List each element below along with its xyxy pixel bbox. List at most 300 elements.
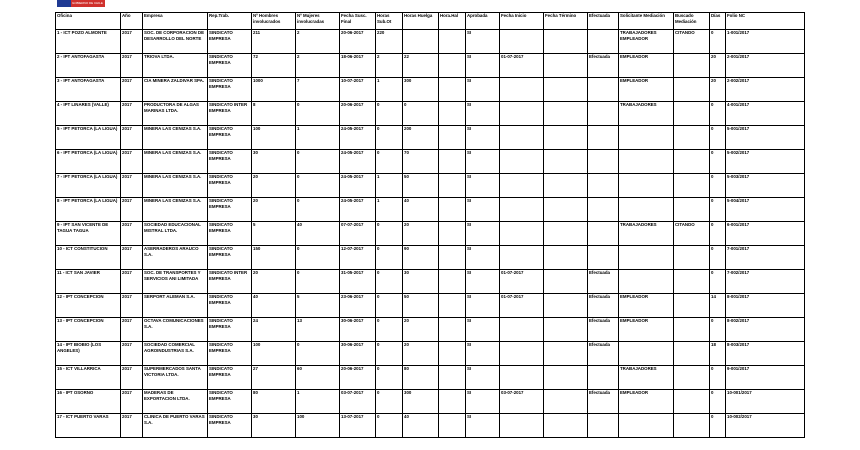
table-cell: 10 - ICT CONSTITUCION: [56, 246, 121, 270]
table-cell: 20: [710, 54, 726, 78]
table-cell: 5 - IPT PETORCA (LA LIGUA): [56, 126, 121, 150]
table-cell: SI: [466, 150, 500, 174]
table-cell: SI: [466, 54, 500, 78]
table-cell: 2017: [121, 318, 143, 342]
column-header: Empresa: [143, 13, 208, 30]
table-cell: SI: [466, 30, 500, 54]
table-cell: 03-07-2017: [500, 390, 544, 414]
table-cell: 7-001/2017: [726, 246, 805, 270]
logo-blue-block: [57, 0, 71, 7]
table-cell: 0: [376, 294, 403, 318]
table-cell: 10-002/2017: [726, 414, 805, 438]
table-cell: MADERAS DE EXPORTACION LTDA.: [143, 390, 208, 414]
table-cell: 300: [403, 78, 439, 102]
table-cell: 2017: [121, 30, 143, 54]
column-header: Año: [121, 13, 143, 30]
column-header: Oficina: [56, 13, 121, 30]
table-cell: SINDICATO EMPRESA: [208, 294, 252, 318]
table-cell: EMPLEADOR: [619, 78, 674, 102]
table-cell: TRABAJADORES: [619, 366, 674, 390]
table-cell: 20: [252, 174, 296, 198]
table-cell: 13: [296, 318, 340, 342]
table-cell: SINDICATO EMPRESA: [208, 174, 252, 198]
table-row: [56, 246, 805, 270]
table-cell: [544, 54, 588, 78]
table-cell: [588, 126, 619, 150]
table-cell: 5: [252, 222, 296, 246]
table-cell: 0: [376, 246, 403, 270]
column-header: Horas Sub.Ot: [376, 13, 403, 30]
table-body: [56, 30, 805, 438]
table-cell: EMPLEADOR: [619, 294, 674, 318]
table-cell: 0: [296, 150, 340, 174]
table-row: [56, 342, 805, 366]
table-cell: 0: [376, 270, 403, 294]
table-cell: 1 - ICT POZO ALMONTE: [56, 30, 121, 54]
table-cell: SERPORT ALEMAN S.A.: [143, 294, 208, 318]
table-cell: SI: [466, 198, 500, 222]
table-cell: [500, 198, 544, 222]
table-cell: SI: [466, 366, 500, 390]
table-cell: 10-001/2017: [726, 390, 805, 414]
table-cell: SINDICATO EMPRESA: [208, 126, 252, 150]
table-cell: [619, 174, 674, 198]
table-cell: 150: [252, 246, 296, 270]
table-cell: [674, 174, 710, 198]
table-cell: 24-05-2017: [340, 126, 376, 150]
table-cell: 0: [296, 174, 340, 198]
table-cell: 100: [252, 342, 296, 366]
table-cell: [500, 30, 544, 54]
table-row: [56, 198, 805, 222]
table-cell: 2017: [121, 246, 143, 270]
table-cell: SINDICATO INTER EMPRESA: [208, 270, 252, 294]
table-cell: 0: [710, 246, 726, 270]
table-cell: SOCIEDAD EDUCACIONAL MISTRAL LTDA.: [143, 222, 208, 246]
logo-text: GOBIERNO DE CHILE: [71, 0, 105, 7]
table-cell: TRIOVA LTDA.: [143, 54, 208, 78]
table-cell: 7-002/2017: [726, 270, 805, 294]
table-row: [56, 174, 805, 198]
table-cell: 6-001/2017: [726, 222, 805, 246]
table-cell: Efectuada: [588, 270, 619, 294]
table-cell: [588, 414, 619, 438]
table-cell: 5-001/2017: [726, 126, 805, 150]
table-cell: 2017: [121, 414, 143, 438]
table-cell: 11 - ICT SAN JAVIER: [56, 270, 121, 294]
table-row: [56, 414, 805, 438]
table-cell: 7 - IPT PETORCA (LA LIGUA): [56, 174, 121, 198]
table-cell: [544, 102, 588, 126]
table-cell: [588, 198, 619, 222]
table-cell: 1: [376, 174, 403, 198]
table-cell: 4 - IPT LINARES (VALLE): [56, 102, 121, 126]
table-cell: [544, 342, 588, 366]
table-cell: [588, 366, 619, 390]
table-cell: [439, 126, 466, 150]
table-cell: 03-07-2017: [340, 390, 376, 414]
table-cell: 0: [376, 126, 403, 150]
table-cell: 20: [403, 222, 439, 246]
table-cell: SI: [466, 414, 500, 438]
table-cell: [619, 246, 674, 270]
table-cell: Efectuada: [588, 54, 619, 78]
table-cell: 30: [403, 270, 439, 294]
table-cell: 2: [296, 30, 340, 54]
table-cell: MINERA LAS CENIZAS S.A.: [143, 126, 208, 150]
table-cell: 0: [710, 270, 726, 294]
table-cell: [619, 414, 674, 438]
table-cell: SINDICATO EMPRESA: [208, 222, 252, 246]
table-cell: 0: [376, 150, 403, 174]
table-cell: [544, 246, 588, 270]
table-cell: [674, 246, 710, 270]
table-cell: 2017: [121, 78, 143, 102]
table-row: [56, 222, 805, 246]
table-cell: 8: [252, 102, 296, 126]
table-cell: 18: [710, 342, 726, 366]
table-cell: 2-002/2017: [726, 78, 805, 102]
table-cell: 2017: [121, 390, 143, 414]
table-cell: 30-06-2017: [340, 318, 376, 342]
table-cell: SI: [466, 246, 500, 270]
table-cell: 20-06-2017: [340, 366, 376, 390]
column-header: Buscado Mediación: [674, 13, 710, 30]
table-cell: 40: [296, 222, 340, 246]
column-header: Nº Mujeres involucradas: [296, 13, 340, 30]
table-cell: 14: [710, 294, 726, 318]
column-header: Folio NC: [726, 13, 805, 30]
table-cell: MINERA LAS CENIZAS S.A.: [143, 150, 208, 174]
table-cell: Efectuada: [588, 342, 619, 366]
table-cell: 07-07-2017: [340, 222, 376, 246]
table-cell: [500, 246, 544, 270]
table-cell: [439, 390, 466, 414]
table-cell: [439, 246, 466, 270]
table-cell: [619, 126, 674, 150]
table-cell: 80: [403, 366, 439, 390]
table-cell: [439, 198, 466, 222]
table-cell: 0: [376, 222, 403, 246]
table-cell: [544, 174, 588, 198]
table-cell: 5-002/2017: [726, 150, 805, 174]
table-cell: 22: [403, 54, 439, 78]
table-cell: 0: [710, 102, 726, 126]
table-cell: [439, 318, 466, 342]
table-cell: 20: [252, 270, 296, 294]
table-cell: SI: [466, 78, 500, 102]
table-cell: [674, 414, 710, 438]
table-cell: MINERA LAS CENIZAS S.A.: [143, 174, 208, 198]
table-cell: 20: [710, 78, 726, 102]
table-cell: 01-07-2017: [500, 294, 544, 318]
table-cell: SOC. DE TRANSPORTES Y SERVICIOS ANI LIMITADA: [143, 270, 208, 294]
table-cell: 0: [710, 174, 726, 198]
table-cell: [544, 126, 588, 150]
table-cell: SI: [466, 126, 500, 150]
table-cell: 0: [376, 102, 403, 126]
table-cell: 2017: [121, 294, 143, 318]
table-row: [56, 270, 805, 294]
table-cell: 8-003/2017: [726, 342, 805, 366]
table-cell: 4-001/2017: [726, 102, 805, 126]
column-header: Nº Hombres involucrados: [252, 13, 296, 30]
table-cell: [674, 342, 710, 366]
table-cell: 12-07-2017: [340, 246, 376, 270]
table-cell: SI: [466, 174, 500, 198]
table-cell: 15 - ICT VILLARRICA: [56, 366, 121, 390]
table-cell: 0: [296, 246, 340, 270]
table-cell: 0: [376, 318, 403, 342]
table-cell: 27: [252, 366, 296, 390]
table-cell: [500, 366, 544, 390]
table-row: [56, 366, 805, 390]
table-cell: [439, 30, 466, 54]
table-cell: SINDICATO EMPRESA: [208, 318, 252, 342]
table-cell: 2017: [121, 198, 143, 222]
table-cell: [439, 102, 466, 126]
column-header: Horas Huelga: [403, 13, 439, 30]
table-cell: [500, 222, 544, 246]
table-cell: 80: [252, 390, 296, 414]
table-cell: [544, 150, 588, 174]
table-cell: [439, 78, 466, 102]
table-row: [56, 102, 805, 126]
table-cell: 0: [710, 366, 726, 390]
table-cell: 100: [252, 126, 296, 150]
table-cell: [544, 366, 588, 390]
table-cell: 72: [252, 54, 296, 78]
table-cell: [500, 102, 544, 126]
table-cell: [544, 222, 588, 246]
table-cell: 0: [710, 198, 726, 222]
table-cell: [544, 390, 588, 414]
table-cell: SINDICATO EMPRESA: [208, 78, 252, 102]
table-cell: ASERRADEROS ARAUCO S.A.: [143, 246, 208, 270]
table-cell: SINDICATO EMPRESA: [208, 414, 252, 438]
table-cell: SINDICATO EMPRESA: [208, 366, 252, 390]
table-cell: 2: [296, 54, 340, 78]
table-cell: 14 - IPT BIOBIO (LOS ANGELES): [56, 342, 121, 366]
table-cell: [439, 294, 466, 318]
table-cell: 1: [296, 390, 340, 414]
column-header: Solicitante Mediación: [619, 13, 674, 30]
table-cell: 0: [296, 198, 340, 222]
table-cell: 20: [252, 198, 296, 222]
table-cell: 40: [403, 198, 439, 222]
table-cell: 2017: [121, 270, 143, 294]
table-cell: 2017: [121, 222, 143, 246]
table-cell: 0: [710, 390, 726, 414]
table-cell: SOC. DE CORPORACION DE DESARROLLO DEL NORTE: [143, 30, 208, 54]
table-cell: SI: [466, 294, 500, 318]
table-cell: SI: [466, 390, 500, 414]
table-cell: SINDICATO EMPRESA: [208, 342, 252, 366]
table-cell: 9-001/2017: [726, 366, 805, 390]
table-cell: 12 - IPT CONCEPCION: [56, 294, 121, 318]
table-cell: 40: [252, 294, 296, 318]
table-cell: 24-05-2017: [340, 174, 376, 198]
table-cell: SI: [466, 102, 500, 126]
table-cell: SINDICATO EMPRESA: [208, 30, 252, 54]
table-row: [56, 150, 805, 174]
table-cell: [403, 30, 439, 54]
table-cell: CLINICA DE PUERTO VARAS S.A.: [143, 414, 208, 438]
table-cell: [674, 102, 710, 126]
table-cell: 5-004/2017: [726, 198, 805, 222]
table-cell: [588, 174, 619, 198]
table-cell: [439, 174, 466, 198]
table-cell: [439, 366, 466, 390]
table-row: [56, 30, 805, 54]
table-cell: 70: [403, 150, 439, 174]
table-cell: 2017: [121, 54, 143, 78]
table-cell: 8-001/2017: [726, 294, 805, 318]
table-cell: 0: [376, 390, 403, 414]
table-cell: 0: [710, 318, 726, 342]
table-cell: SINDICATO EMPRESA: [208, 54, 252, 78]
table-cell: [588, 150, 619, 174]
table-cell: 8-002/2017: [726, 318, 805, 342]
table-cell: [674, 150, 710, 174]
column-header: Fecha Término: [544, 13, 588, 30]
table-cell: 13 - IPT CONCEPCION: [56, 318, 121, 342]
table-cell: SINDICATO EMPRESA: [208, 390, 252, 414]
table-cell: [500, 342, 544, 366]
table-cell: SINDICATO INTER EMPRESA: [208, 102, 252, 126]
table-cell: Efectuada: [588, 318, 619, 342]
table-cell: 18-06-2017: [340, 54, 376, 78]
table-cell: 8 - IPT PETORCA (LA LIGUA): [56, 198, 121, 222]
table-cell: SI: [466, 270, 500, 294]
table-cell: [674, 270, 710, 294]
table-cell: 90: [403, 246, 439, 270]
table-cell: [544, 294, 588, 318]
table-cell: 6 - IPT PETORCA (LA LIGUA): [56, 150, 121, 174]
table-cell: OCTAVA COMUNICACIONES S.A.: [143, 318, 208, 342]
negotiation-table: [55, 12, 805, 438]
table-cell: TRABAJADORES: [619, 102, 674, 126]
table-cell: SI: [466, 318, 500, 342]
column-header: Efectuada: [588, 13, 619, 30]
table-cell: 2017: [121, 342, 143, 366]
table-cell: [439, 342, 466, 366]
table-cell: PRODUCTORA DE ALGAS MARINAS LTDA.: [143, 102, 208, 126]
table-cell: 2017: [121, 126, 143, 150]
table-cell: [674, 78, 710, 102]
table-cell: [674, 318, 710, 342]
table-cell: [588, 246, 619, 270]
table-cell: 20: [403, 318, 439, 342]
table-row: [56, 318, 805, 342]
column-header: Rep.Trab.: [208, 13, 252, 30]
table-cell: 20-06-2017: [340, 102, 376, 126]
table-cell: 30: [252, 150, 296, 174]
table-cell: 31-05-2017: [340, 270, 376, 294]
table-cell: [544, 30, 588, 54]
table-cell: [544, 318, 588, 342]
table-cell: [588, 222, 619, 246]
table-cell: 17 - ICT PUERTO VARAS: [56, 414, 121, 438]
table-cell: [439, 414, 466, 438]
table-cell: 0: [296, 342, 340, 366]
table-cell: 0: [376, 342, 403, 366]
table-cell: 9 - IPT SAN VICENTE DE TAGUA TAGUA: [56, 222, 121, 246]
table-cell: 200: [403, 126, 439, 150]
table-cell: 24-05-2017: [340, 198, 376, 222]
table-cell: [544, 78, 588, 102]
table-cell: SINDICATO EMPRESA: [208, 150, 252, 174]
table-cell: CITANDO: [674, 222, 710, 246]
table-cell: [500, 174, 544, 198]
table-cell: [588, 30, 619, 54]
table-cell: 2017: [121, 366, 143, 390]
table-cell: SI: [466, 222, 500, 246]
table-row: [56, 126, 805, 150]
table-cell: TRABAJADORES: [619, 222, 674, 246]
table-cell: 23-06-2017: [340, 294, 376, 318]
table-cell: 0: [403, 102, 439, 126]
table-row: [56, 390, 805, 414]
table-cell: 50: [403, 294, 439, 318]
table-cell: CIA MINERA ZALDIVAR SPA.: [143, 78, 208, 102]
table-cell: 24-05-2017: [340, 150, 376, 174]
table-cell: 1: [296, 126, 340, 150]
table-cell: 0: [376, 366, 403, 390]
table-cell: 0: [710, 126, 726, 150]
table-cell: CITANDO: [674, 30, 710, 54]
table-cell: [619, 198, 674, 222]
table-cell: Efectuada: [588, 294, 619, 318]
table-header-row: [56, 13, 805, 30]
table-cell: 30-06-2017: [340, 342, 376, 366]
table-cell: [674, 366, 710, 390]
column-header: Fecha Susc. Final: [340, 13, 376, 30]
table-cell: 01-07-2017: [500, 54, 544, 78]
table-cell: TRABAJADORES EMPLEADOR: [619, 30, 674, 54]
table-cell: MINERA LAS CENIZAS S.A.: [143, 198, 208, 222]
table-cell: 1-001/2017: [726, 30, 805, 54]
table-cell: 211: [252, 30, 296, 54]
table-cell: 2-001/2017: [726, 54, 805, 78]
table-cell: [674, 294, 710, 318]
table-cell: 0: [376, 414, 403, 438]
table-cell: [674, 198, 710, 222]
table-cell: [500, 414, 544, 438]
government-logo: [57, 0, 105, 7]
table-cell: 13-07-2017: [340, 414, 376, 438]
table-cell: 2 - IPT ANTOFAGASTA: [56, 54, 121, 78]
table-cell: [674, 390, 710, 414]
table-cell: [500, 150, 544, 174]
table-cell: [619, 270, 674, 294]
table-cell: 100: [296, 414, 340, 438]
column-header: Fecha Inicio: [500, 13, 544, 30]
table-cell: [439, 270, 466, 294]
table-cell: 7: [296, 78, 340, 102]
table-cell: 40: [403, 414, 439, 438]
column-header: Días: [710, 13, 726, 30]
table-cell: 10-07-2017: [340, 78, 376, 102]
table-cell: [674, 126, 710, 150]
table-cell: 3 - IPT ANTOFAGASTA: [56, 78, 121, 102]
table-cell: 220: [376, 30, 403, 54]
table-cell: 0: [296, 270, 340, 294]
table-cell: SUPERMERCADOS SANTA VICTORIA LTDA.: [143, 366, 208, 390]
table-cell: 2017: [121, 150, 143, 174]
table-cell: [674, 54, 710, 78]
table-cell: EMPLEADOR: [619, 390, 674, 414]
